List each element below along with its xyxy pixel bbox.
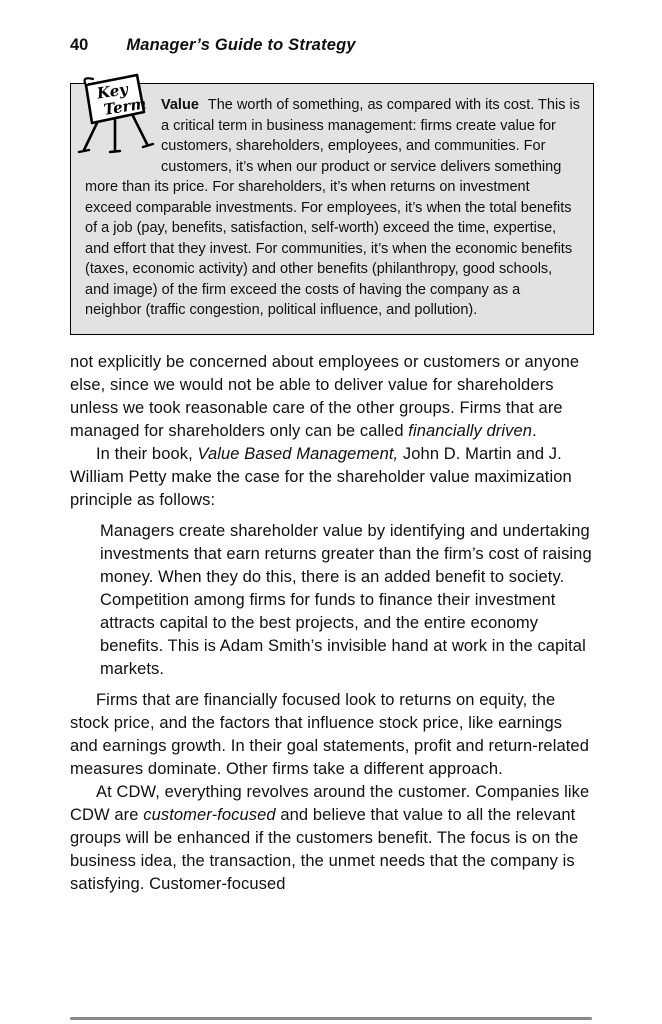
block-quote bbox=[100, 520, 594, 681]
text-run: Firms that are financially focused look to returns on equity, the stock price, and the factors that influence stock price, like earnings and earnings growth. In their goal statements, profit and return-related measures dominate. Other firms take a different approach. bbox=[70, 690, 589, 778]
key-term-box bbox=[70, 80, 594, 335]
text-run: Managers create shareholder value by identifying and undertaking investments that earn returns greater than the firm’s cost of raising money. When they do this, there is an added benefit to society. Competition among firms for funds to finance their investment attracts capital to the best projects, and the entire economy benefits. This is Adam Smith’s invisible hand at work in the capital markets. bbox=[100, 521, 592, 678]
text-run-italic: customer-focused bbox=[143, 805, 276, 824]
key-term-icon-word-1: Key bbox=[95, 80, 130, 103]
page-number: 40 bbox=[70, 36, 89, 54]
text-run: At CDW, everything revolves around the customer. Companies like CDW are bbox=[70, 782, 590, 824]
key-term-easel-icon bbox=[73, 70, 159, 160]
book-title: Manager’s Guide to Strategy bbox=[126, 36, 356, 54]
text-run: John D. Martin and J. William Petty make the case for the shareholder value maximization principle as follows: bbox=[70, 444, 572, 509]
text-run: In their book, bbox=[96, 444, 198, 463]
text-run-italic: Value Based Management, bbox=[197, 444, 399, 463]
key-term-title: Value bbox=[161, 97, 199, 113]
paragraph bbox=[70, 781, 594, 896]
paragraph bbox=[70, 443, 594, 512]
page-scan-edge bbox=[70, 1017, 592, 1020]
paragraph bbox=[70, 351, 594, 443]
text-run-italic: financially driven bbox=[408, 421, 533, 440]
text-run: not explicitly be concerned about employees or customers or anyone else, since we would not be able to deliver value for shareholders unless we took reasonable care of the other groups. Firms that are managed for shareholders only can be called bbox=[70, 352, 580, 440]
paragraph bbox=[70, 689, 594, 781]
key-term-icon-word-2: Term bbox=[102, 94, 148, 119]
text-run: and believe that value to all the relevant groups will be enhanced if the customers benefit. The focus is on the business idea, the transaction, the unmet needs that the company is satisfying. Customer-focused bbox=[70, 805, 579, 893]
page-body bbox=[70, 351, 594, 896]
running-head bbox=[70, 36, 594, 55]
key-term-definition: The worth of something, as compared with its cost. This is a critical term in business management: firms create value for customers, shareholders, employees, and communities. For customers, it’s when our product or service delivers something more than its price. For shareholders, it’s when returns on investment exceed comparable investments. For employees, it’s when the total benefits of a job (pay, benefits, satisfaction, self-worth) exceed the time, expertise, and effort that they invest. For communities, it’s when the economic benefits (taxes, economic activity) and other benefits (philanthropy, good schools, and image) of the firm exceed the costs of having the company as a neighbor (traffic congestion, political influence, and pollution). bbox=[85, 97, 580, 318]
text-run: . bbox=[532, 421, 537, 440]
